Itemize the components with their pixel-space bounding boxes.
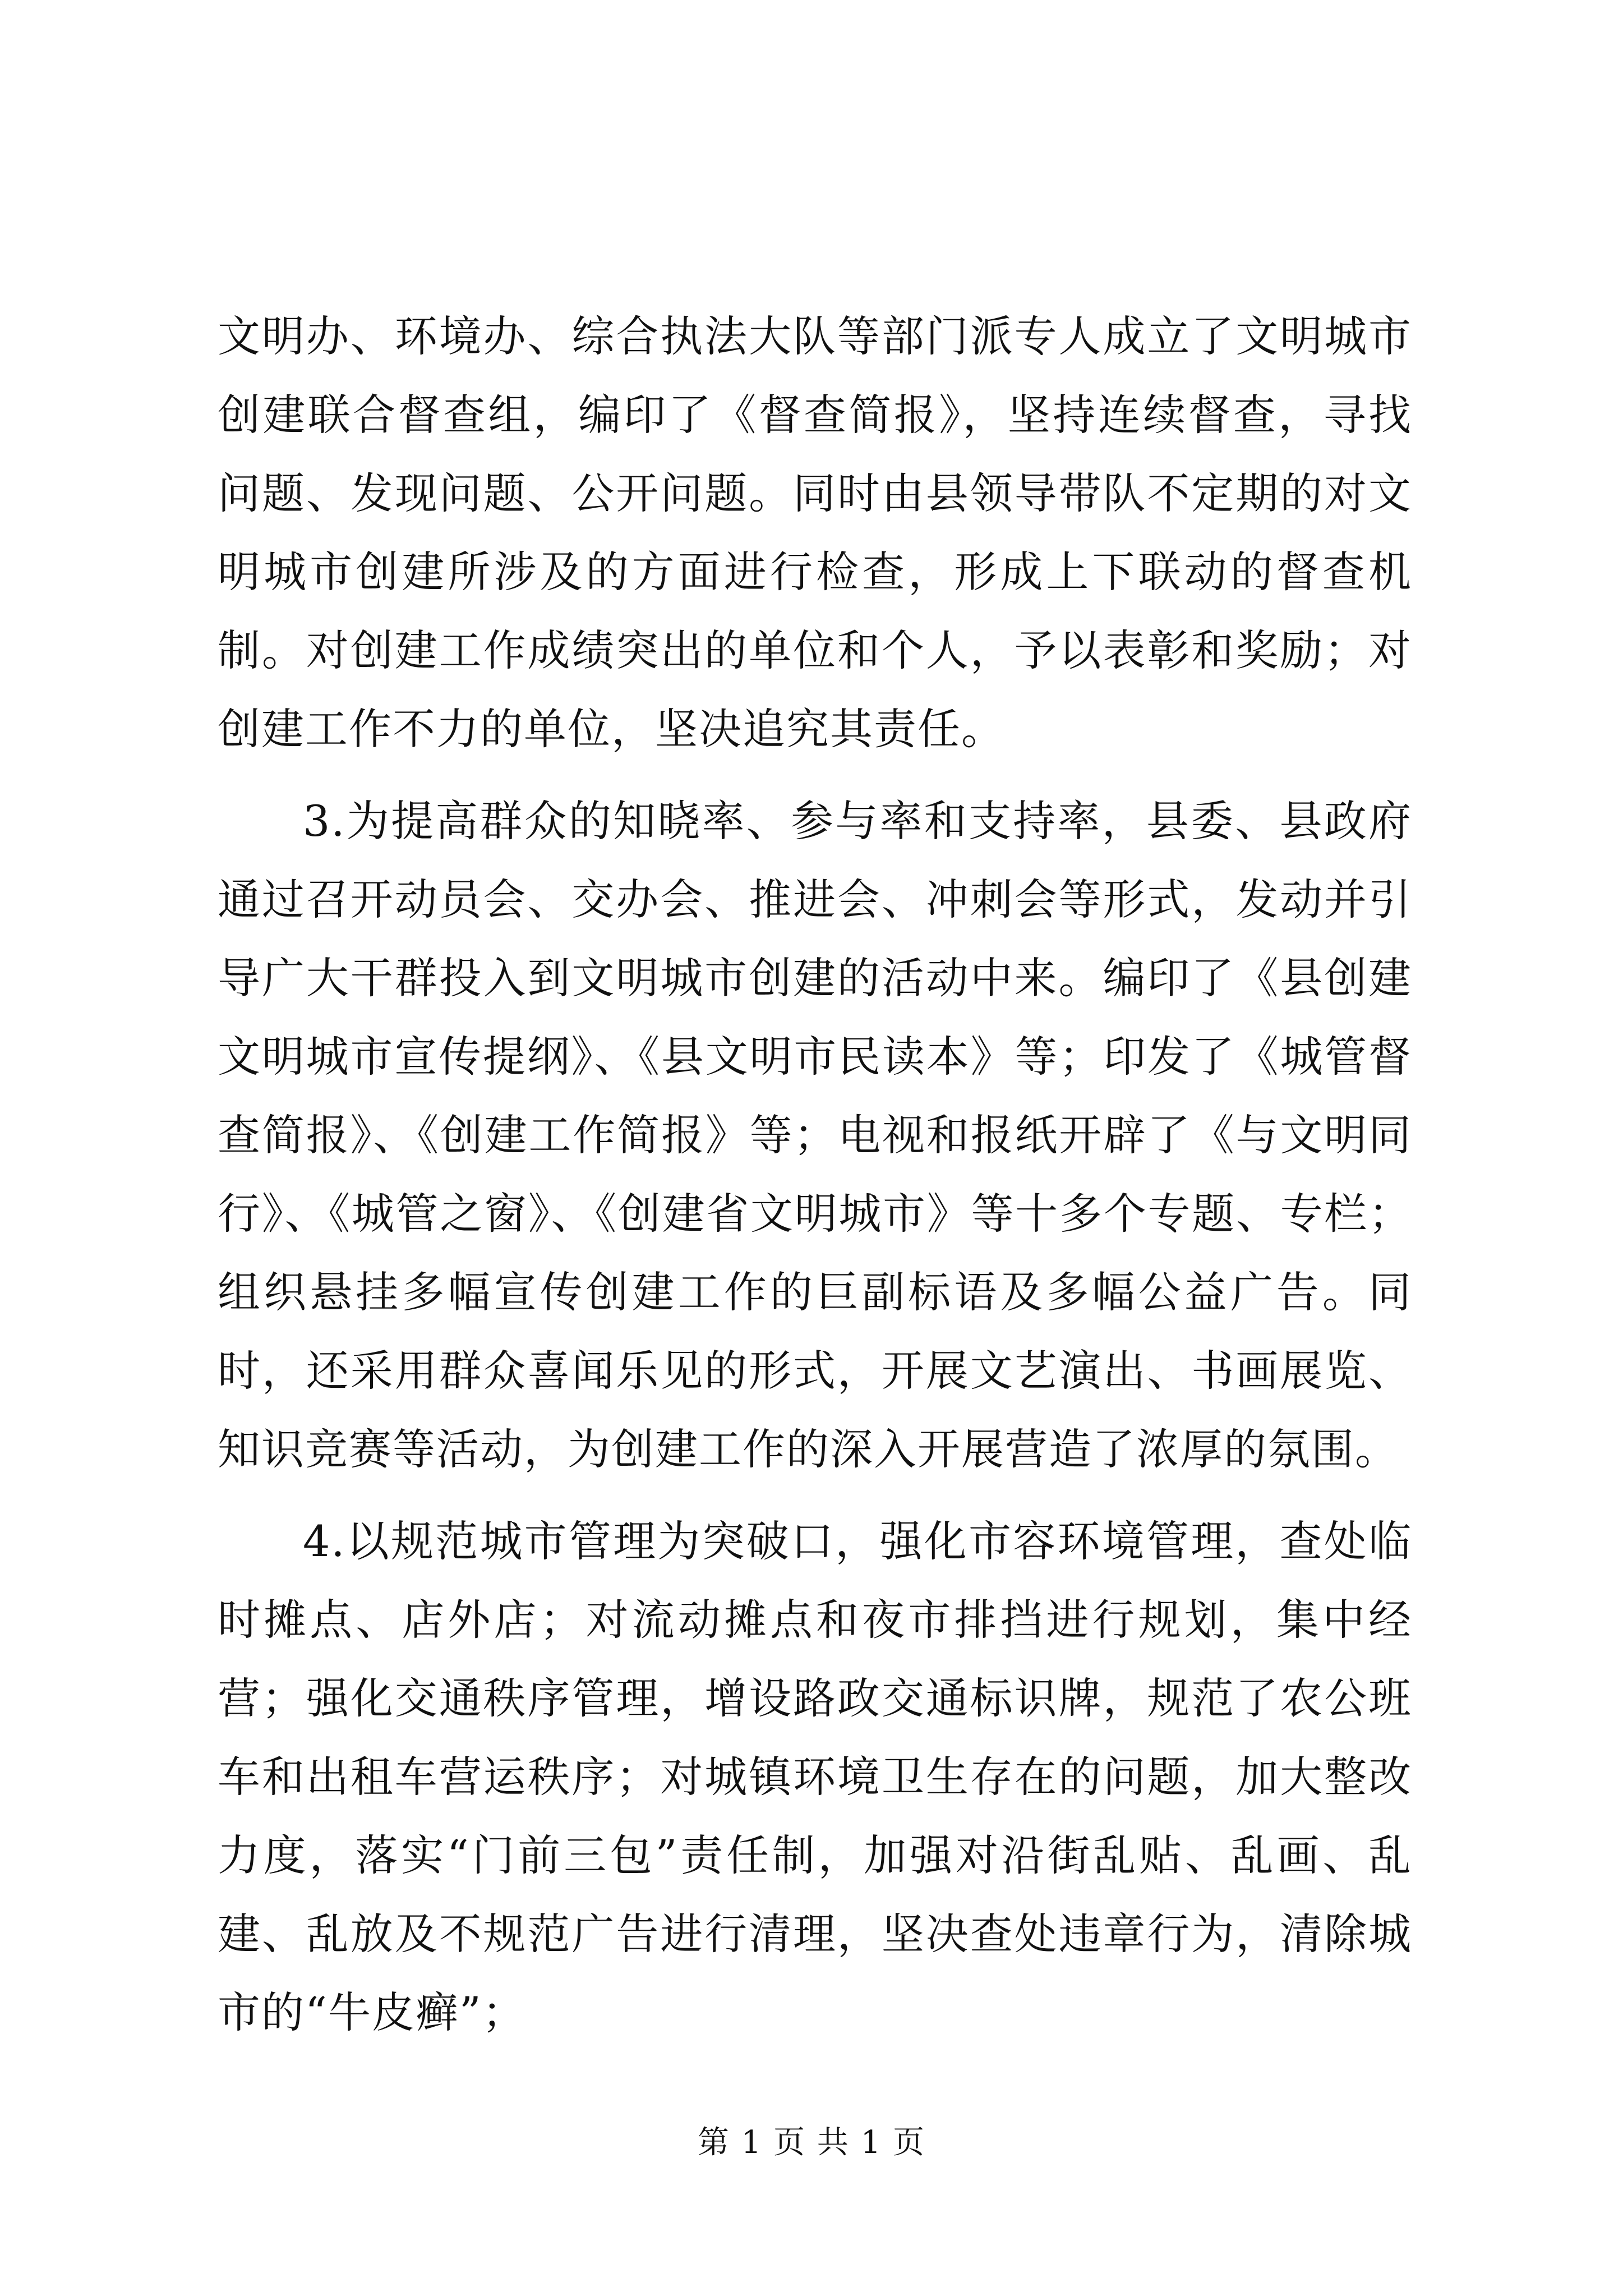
body-text bbox=[218, 297, 1412, 2065]
paragraph-1: 文明办、环境办、综合执法大队等部门派专人成立了文明城市创建联合督查组，编印了《督查简报》，坚持连续督查，寻找问题、发现问题、公开问题。同时由县领导带队不定期的对文明城市创建所涉及的方面进行检查，形成上下联动的督查机制。对创建工作成绩突出的单位和个人，予以表彰和奖励；对创建工作不力的单位，坚决追究其责任。 bbox=[218, 311, 1412, 754]
paragraph-2: 3.为提高群众的知晓率、参与率和支持率，县委、县政府通过召开动员会、交办会、推进会、冲刺会等形式，发动并引导广大干群投入到文明城市创建的活动中来。编印了《县创建文明城市宣传提纲》、《县文明市民读本》等；印发了《城管督查简报》、《创建工作简报》等；电视和报纸开辟了《与文明同行》、《城管之窗》、《创建省文明城市》等十多个专题、专栏；组织悬挂多幅宣传创建工作的巨副标语及多幅公益广告。同时，还采用群众喜闻乐见的形式，开展文艺演出、书画展览、知识竞赛等活动，为创建工作的深入开展营造了浓厚的氛围。 bbox=[218, 796, 1412, 1474]
page-footer: 第 1 页 共 1 页 bbox=[697, 2124, 926, 2161]
paragraph-3: 4.以规范城市管理为突破口，强化市容环境管理，查处临时摊点、店外店；对流动摊点和夜市排挡进行规划，集中经营；强化交通秩序管理，增设路政交通标识牌，规范了农公班车和出租车营运秩序；对城镇环境卫生存在的问题，加大整改力度，落实“门前三包”责任制，加强对沿街乱贴、乱画、乱建、乱放及不规范广告进行清理，坚决查处违章行为，清除城市的“牛皮癣”； bbox=[218, 1516, 1412, 2037]
